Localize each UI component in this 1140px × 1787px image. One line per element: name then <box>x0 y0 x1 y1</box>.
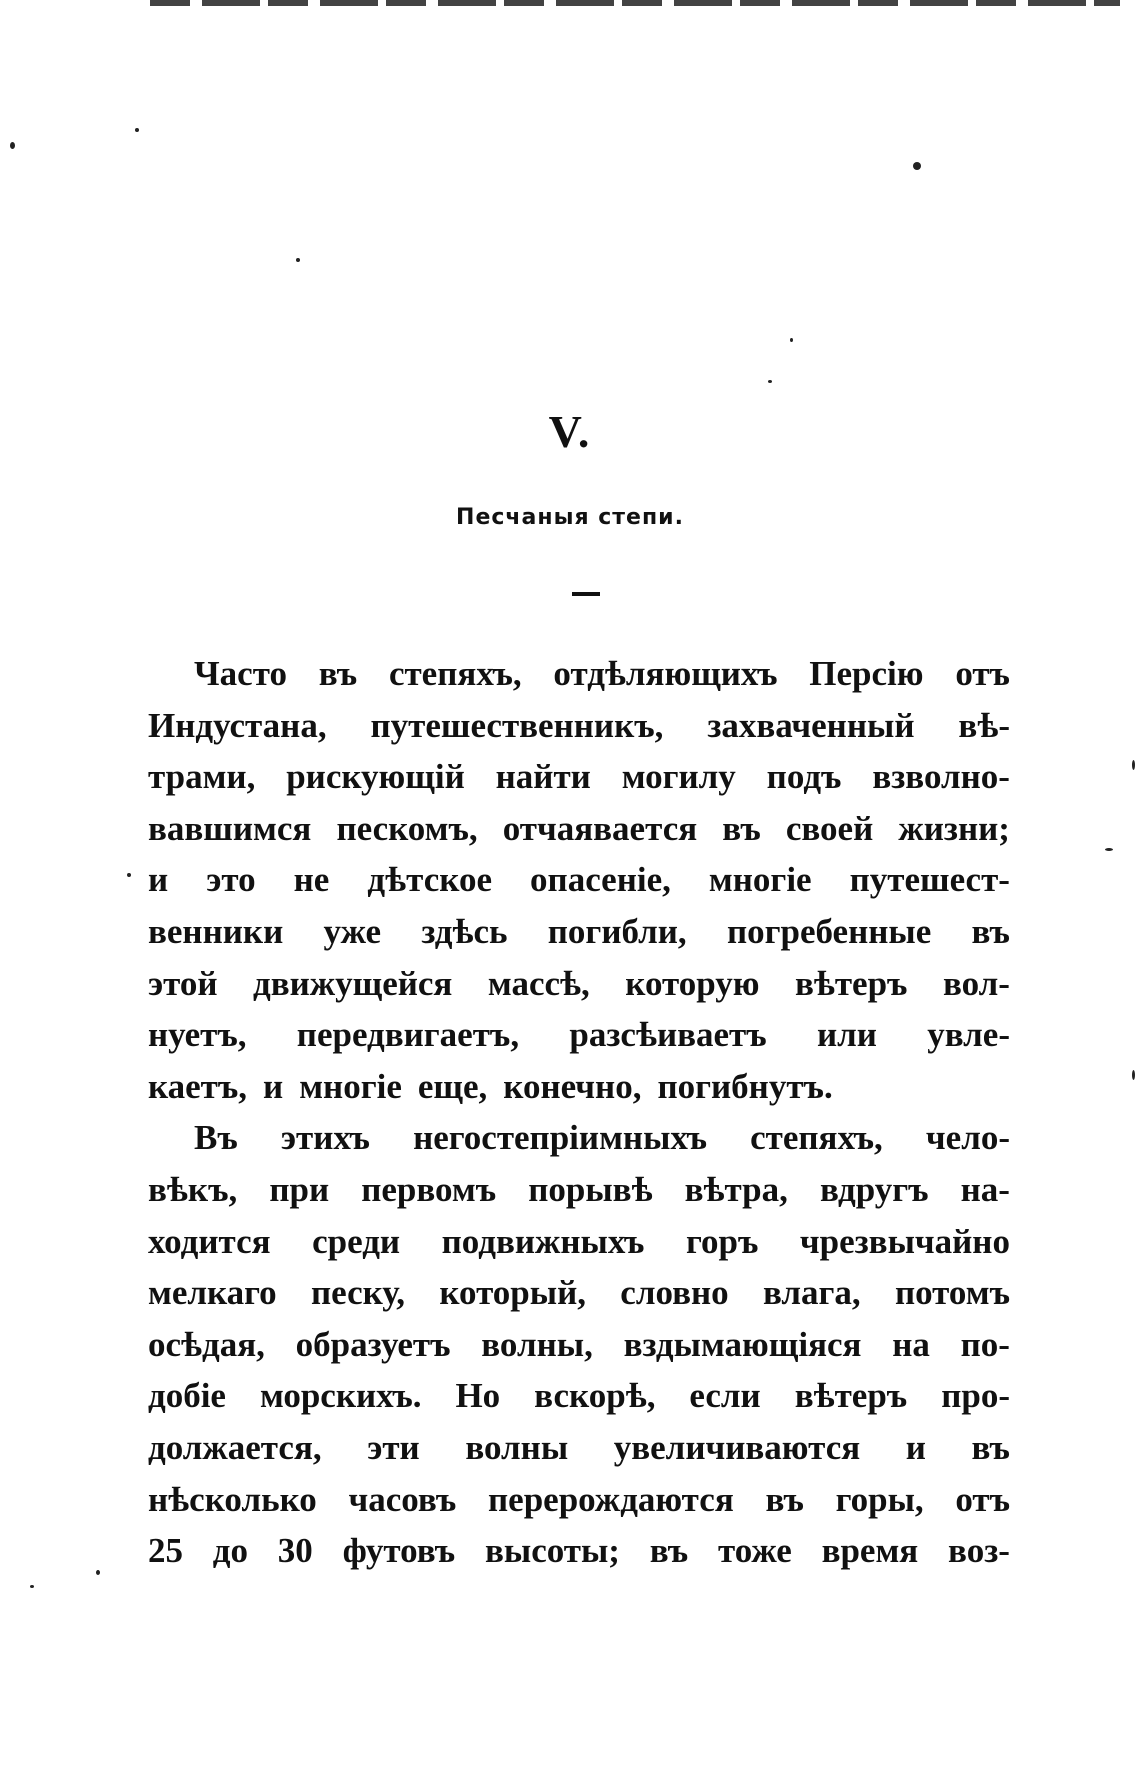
word: разсѣиваетъ <box>569 1015 767 1055</box>
word: перерождаются <box>488 1479 734 1519</box>
title-divider-dash <box>572 592 600 596</box>
word: Но <box>455 1376 501 1416</box>
scan-speck <box>768 380 772 383</box>
word: могилу <box>621 757 736 797</box>
word: этой <box>148 963 218 1003</box>
text-line <box>148 1422 1010 1474</box>
word: движущейся <box>253 963 453 1003</box>
text-line <box>148 854 1010 906</box>
word: по- <box>960 1324 1010 1364</box>
text-line <box>148 751 1010 803</box>
text-line <box>148 1370 1010 1422</box>
word: который, <box>439 1273 587 1313</box>
word: въ <box>765 1479 804 1519</box>
word: вѣтеръ <box>794 963 908 1003</box>
word: влага, <box>762 1273 861 1313</box>
word: путешест- <box>849 860 1010 900</box>
body-text <box>148 648 1010 1577</box>
word: опасеніе, <box>530 860 671 900</box>
word: вскорѣ, <box>534 1376 656 1416</box>
word: въ <box>971 1427 1010 1467</box>
text-line <box>148 906 1010 958</box>
text-line <box>148 958 1010 1010</box>
word: Въ <box>194 1118 238 1158</box>
word: погребенные <box>726 911 932 951</box>
word: высоты; <box>484 1531 620 1571</box>
word: дѣтское <box>367 860 492 900</box>
word: про- <box>941 1376 1010 1416</box>
word: вздымающіяся <box>623 1324 862 1364</box>
paragraph <box>148 1112 1010 1576</box>
word: вѣ- <box>958 705 1010 745</box>
text-line <box>148 648 1010 700</box>
text-line <box>148 1525 1010 1577</box>
word: на- <box>960 1169 1010 1209</box>
word: нѣсколько <box>148 1479 317 1519</box>
word: и <box>263 1066 284 1106</box>
word: чрезвычайно <box>799 1221 1010 1261</box>
word: время <box>821 1531 919 1571</box>
word: рискующій <box>286 757 465 797</box>
word: путешественникъ, <box>370 705 664 745</box>
word: которую <box>625 963 760 1003</box>
word: Часто <box>194 654 287 693</box>
scan-speck <box>1105 848 1113 851</box>
paragraph <box>148 648 1010 1112</box>
scan-speck <box>790 338 793 342</box>
word: погибли, <box>547 911 687 951</box>
word: жизни; <box>898 808 1010 848</box>
scan-speck <box>1132 760 1135 770</box>
text-line <box>148 1112 1010 1164</box>
word: вавшимся <box>148 808 312 848</box>
word: и <box>148 860 169 900</box>
word: вѣтра, <box>684 1169 788 1209</box>
text-line <box>148 1216 1010 1268</box>
word: каетъ, <box>148 1066 248 1106</box>
word: это <box>206 860 256 900</box>
word: венники <box>148 911 284 951</box>
word: захваченный <box>707 705 915 745</box>
word: Персію <box>809 654 924 693</box>
text-line <box>148 700 1010 752</box>
word: вдругъ <box>819 1169 929 1209</box>
text-line <box>148 1164 1010 1216</box>
word: до <box>212 1531 248 1571</box>
text-line <box>148 803 1010 855</box>
scan-speck <box>913 162 921 170</box>
word: тоже <box>717 1531 792 1571</box>
word: подъ <box>766 757 842 797</box>
word: не <box>293 860 330 900</box>
word: ходится <box>148 1221 271 1261</box>
chapter-title: Песчаныя степи. <box>456 505 684 530</box>
word: конечно, <box>503 1066 642 1106</box>
word: еще, <box>417 1066 488 1106</box>
word: горы, <box>835 1479 924 1519</box>
scan-speck <box>96 1570 100 1575</box>
word: увле- <box>927 1015 1010 1055</box>
text-line <box>148 1319 1010 1371</box>
word: отдѣляющихъ <box>553 654 778 693</box>
word: въ <box>971 911 1010 951</box>
word: чело- <box>925 1118 1010 1158</box>
word: этихъ <box>280 1118 370 1158</box>
text-line <box>148 1061 1010 1113</box>
word: пескомъ, <box>336 808 478 848</box>
word: добіе <box>148 1376 226 1416</box>
word: нуетъ, <box>148 1015 247 1055</box>
word: или <box>816 1015 877 1055</box>
word: своей <box>785 808 874 848</box>
word: осѣдая, <box>148 1324 265 1364</box>
word: словно <box>620 1273 729 1313</box>
word: среди <box>312 1221 401 1261</box>
scan-speck <box>10 142 15 149</box>
scan-speck <box>30 1585 34 1588</box>
word: негостепріимныхъ <box>413 1118 707 1158</box>
scan-speck <box>135 128 139 132</box>
word: отъ <box>955 654 1010 693</box>
word: уже <box>323 911 382 951</box>
word: эти <box>367 1427 420 1467</box>
word: часовъ <box>348 1479 457 1519</box>
word: вѣкъ, <box>148 1169 238 1209</box>
word: отчаявается <box>502 808 698 848</box>
word: многіе <box>299 1066 402 1106</box>
scan-speck <box>1132 1070 1135 1080</box>
word: 25 <box>148 1531 183 1571</box>
word: увеличиваются <box>613 1427 861 1467</box>
word: и <box>905 1427 926 1467</box>
word: должается, <box>148 1427 322 1467</box>
scan-speck <box>296 258 300 262</box>
word: порывѣ <box>528 1169 653 1209</box>
word: многіе <box>708 860 812 900</box>
word: вѣтеръ <box>794 1376 908 1416</box>
word: Индустана, <box>148 705 327 745</box>
word: морскихъ. <box>259 1376 422 1416</box>
chapter-number: V. <box>548 406 592 457</box>
word: подвижныхъ <box>441 1221 645 1261</box>
word: въ <box>318 654 358 693</box>
text-line <box>148 1474 1010 1526</box>
top-edge-rule <box>150 0 1120 6</box>
word: волны, <box>481 1324 593 1364</box>
word: степяхъ, <box>388 654 522 693</box>
word: въ <box>722 808 761 848</box>
word: въ <box>649 1531 689 1571</box>
word: передвигаетъ, <box>296 1015 520 1055</box>
word: если <box>689 1376 761 1416</box>
word: вол- <box>942 963 1010 1003</box>
word: взволно- <box>872 757 1010 797</box>
word: футовъ <box>342 1531 456 1571</box>
word: мелкаго <box>148 1273 277 1313</box>
word: трами, <box>148 757 256 797</box>
word: здѣсь <box>421 911 508 951</box>
word: песку, <box>310 1273 406 1313</box>
word: первомъ <box>361 1169 497 1209</box>
word: погибнутъ. <box>657 1066 833 1106</box>
word: горъ <box>685 1221 759 1261</box>
scan-speck <box>127 873 131 877</box>
word: отъ <box>955 1479 1010 1519</box>
word: 30 <box>277 1531 313 1571</box>
text-line <box>148 1009 1010 1061</box>
word: степяхъ, <box>750 1118 883 1158</box>
word: воз- <box>948 1531 1010 1571</box>
word: при <box>269 1169 330 1209</box>
word: волны <box>465 1427 569 1467</box>
word: найти <box>495 757 591 797</box>
word: образуетъ <box>295 1324 451 1364</box>
text-line <box>148 1267 1010 1319</box>
word: на <box>892 1324 930 1364</box>
word: массѣ, <box>487 963 590 1003</box>
word: потомъ <box>894 1273 1010 1313</box>
